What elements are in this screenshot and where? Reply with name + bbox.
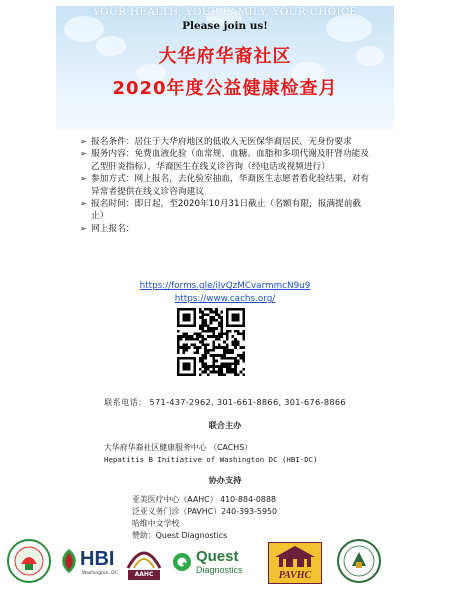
host-org-cachs: 大华府华裔社区健康服务中心 （CACHS） (104, 443, 253, 452)
quest-mark-icon (172, 552, 192, 572)
support-org-school: 哈维中文学校 (132, 519, 180, 528)
host-org-hbi: Hepatitis B Initiative of Washington DC (HBI-DC) (104, 455, 318, 464)
tagline: YOUR HEALTH, YOUR FAMILY, YOUR CHOICE (92, 6, 358, 18)
list-item: ➢ 报名条件：居住于大华府地区的低收入无医保华裔居民，无身份要求 (80, 137, 352, 147)
quest-wordmark: Quest (196, 548, 239, 565)
host-heading: 联合主办 (208, 420, 242, 430)
join-heading: Please join us! (182, 20, 268, 32)
quest-tagline: Diagnostics (196, 565, 243, 575)
registration-links (56, 280, 394, 306)
hbi-tagline: Washington, DC (82, 571, 118, 576)
arrow-bullet-icon: ➢ (80, 137, 87, 146)
aahc-wordmark: AAHC (128, 570, 160, 580)
aahc-logo (124, 542, 164, 582)
pavhc-logo (268, 542, 322, 584)
qr-code[interactable] (177, 308, 245, 376)
quest-logo (172, 544, 260, 580)
info-list (80, 136, 370, 235)
hbi-logo (58, 546, 118, 580)
pavhc-building-icon (269, 543, 321, 569)
arrow-bullet-icon: ➢ (80, 149, 87, 159)
list-item: ➢ 服务内容：免费血液化验（血常规、血糖、血脂和多项代谢及肝肾功能及乙型肝炎指标），华裔医生在线义诊咨询（经电话或视频进行） (80, 149, 369, 172)
aahc-arch-icon (124, 542, 164, 570)
support-heading: 协办支持 (208, 475, 242, 485)
title-line-2: 2020年度公益健康检查月 (112, 78, 338, 99)
support-org-aahc: 亚美医疗中心（AAHC） 410-884-0888 (132, 495, 276, 504)
arrow-bullet-icon: ➢ (80, 199, 87, 209)
list-item: ➢ 网上报名： (80, 223, 135, 234)
cachs-logo (6, 538, 52, 584)
list-item: ➢ 参加方式：网上报名，去化验室抽血，华裔医生志愿者看化验结果，对有异常者提供在线义诊咨询建议 (80, 174, 369, 197)
arrow-bullet-icon: ➢ (80, 223, 87, 233)
arrow-bullet-icon: ➢ (80, 174, 87, 184)
contact-phones: 联系电话： 571-437-2962, 301-661-8866, 301-676-8866 (104, 397, 346, 407)
header-banner (56, 6, 394, 130)
cachs-website-link[interactable]: https://www.cachs.org/ (174, 294, 276, 304)
sponsor-quest: 赞助：Quest Diagnostics (132, 531, 228, 540)
hbi-leaf-icon (58, 548, 80, 574)
chinese-school-logo (336, 538, 382, 584)
support-org-pavhc: 泛亚义务门诊（PAVHC）240-393-5950 (132, 507, 278, 516)
poster (56, 6, 394, 594)
hbi-wordmark: HBI (80, 548, 115, 570)
pavhc-wordmark: PAVHC (278, 570, 312, 581)
list-item: ➢ 报名时间：即日起，至2020年10月31日截止（名额有限，报满提前截止） (80, 199, 362, 222)
google-form-link[interactable]: https://forms.gle/iJvQzMCvarmmcN9u9 (139, 281, 311, 291)
title-line-1: 大华府华裔社区 (158, 46, 292, 67)
partner-logos (6, 538, 446, 588)
